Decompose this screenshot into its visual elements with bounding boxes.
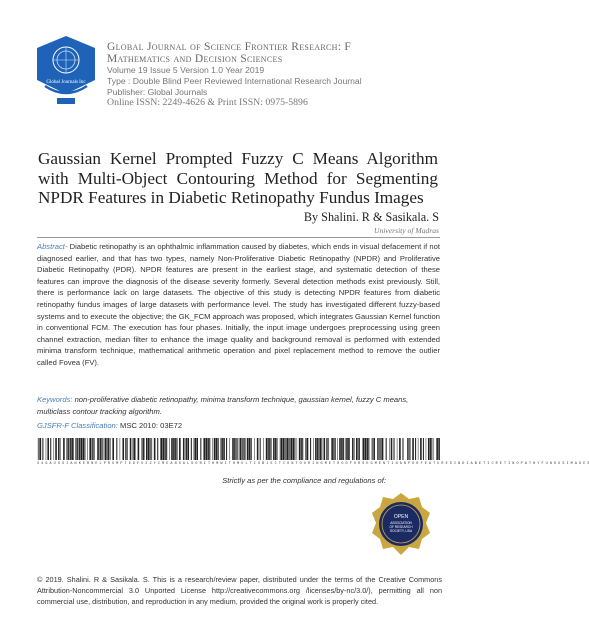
paper-authors: By Shalini. R & Sasikala. S — [303, 210, 439, 224]
publisher-line: Publisher: Global Journals — [107, 86, 208, 97]
copyright-footer: © 2019. Shalini. R & Sasikala. S. This is a research/review paper, distributed under the terms of the Creative Commons Attribution-Noncommercial 3.0 Unported License http://creativecommons.org /licenses/by-nc/3.0/), permitting all non commercial use, distribution, and reproduction in any medium, provided the original work is properly cited. — [37, 575, 442, 606]
svg-text:ASSOCIATION: ASSOCIATION — [390, 521, 412, 525]
journal-title-line1: Global Journal of Science Frontier Research: F — [107, 41, 352, 53]
research-society-seal — [370, 491, 432, 557]
issn-line: Online ISSN: 2249-4626 & Print ISSN: 0975-5896 — [107, 96, 308, 108]
svg-text:OF RESEARCH: OF RESEARCH — [389, 525, 413, 529]
paper-title: Gaussian Kernel Prompted Fuzzy C Means Algorithm with Multi-Object Contouring Method for Segmenting NPDR Features in Diabetic Retinopathy Fundus Images — [38, 149, 438, 208]
keywords-label: Keywords: — [37, 395, 73, 404]
abstract-text: Diabetic retinopathy is an ophthalmic inflammation caused by diabetes, which ends in visual defacement if not diagnosed earlier, and that has two types, namely Non-Proliferative Diabetic Retinopathy (NPDR) and Proliferative Diabetic Retinopathy (PDR). NPDR features are present in the earliest stage, and systematic detection of these features can improve the diagnosis of the disease severity formerly. Several detection methods exist previously. Still, there is performance lack on large datasets. The objective of this study is detecting NPDR features from diabetic retinopathy fundus images of large datasets with performance level. The study has investigated different fuzzy-based systems and to execute the objective; the GK_FCM approach was proposed, which integrates Gaussian Kernel function in conventional FCM. The execution has four phases. Initially, the input image undergoes preprocessing using green channel extraction, median filter to enhance the image quality and background removal is performed with extended minima transform technique, mathematical arithmetic operation and pixel replacement method to remove the outlier called Fovea (FV). — [37, 242, 440, 367]
classification-value: MSC 2010: 03E72 — [117, 421, 183, 430]
barcode-text: 3 4 G A U S S I A N K E R N E L P R O M P T E D F U Z Z Y C M E A N S A L G O R I T H M W I T H M U L T I O B J E C T C O N T O U R I N G M E T H O D F O R S E G M E N T I N G N P D R F E A T U R E S I N D I A B E T I C R E T I N O P A T H Y F U N D U S I M A G E S — [37, 462, 589, 466]
paper-affiliation: University of Madras — [374, 226, 439, 235]
abstract — [37, 241, 440, 369]
journal-header — [107, 42, 457, 108]
svg-text:OPEN: OPEN — [393, 514, 409, 520]
divider — [37, 237, 440, 238]
compliance-text: Strictly as per the compliance and regulations of: — [222, 476, 386, 485]
volume-line: Volume 19 Issue 5 Version 1.0 Year 2019 — [107, 65, 265, 76]
classification — [37, 421, 440, 430]
abstract-label: Abstract- — [37, 242, 68, 251]
journal-logo — [37, 36, 95, 108]
svg-text:SOCIETY, USA: SOCIETY, USA — [390, 529, 412, 533]
journal-title-line2: Mathematics and Decision Sciences — [107, 52, 283, 65]
svg-text:Global Journals Inc: Global Journals Inc — [46, 80, 86, 85]
type-line: Type : Double Blind Peer Reviewed International Research Journal — [107, 75, 362, 86]
keywords-text: non-proliferative diabetic retinopathy, minima transform technique, gaussian kernel, fuzzy C means, multiclass contour tracking algorithm. — [37, 395, 409, 416]
keywords — [37, 394, 440, 417]
classification-label: GJSFR-F Classification: — [37, 421, 118, 430]
